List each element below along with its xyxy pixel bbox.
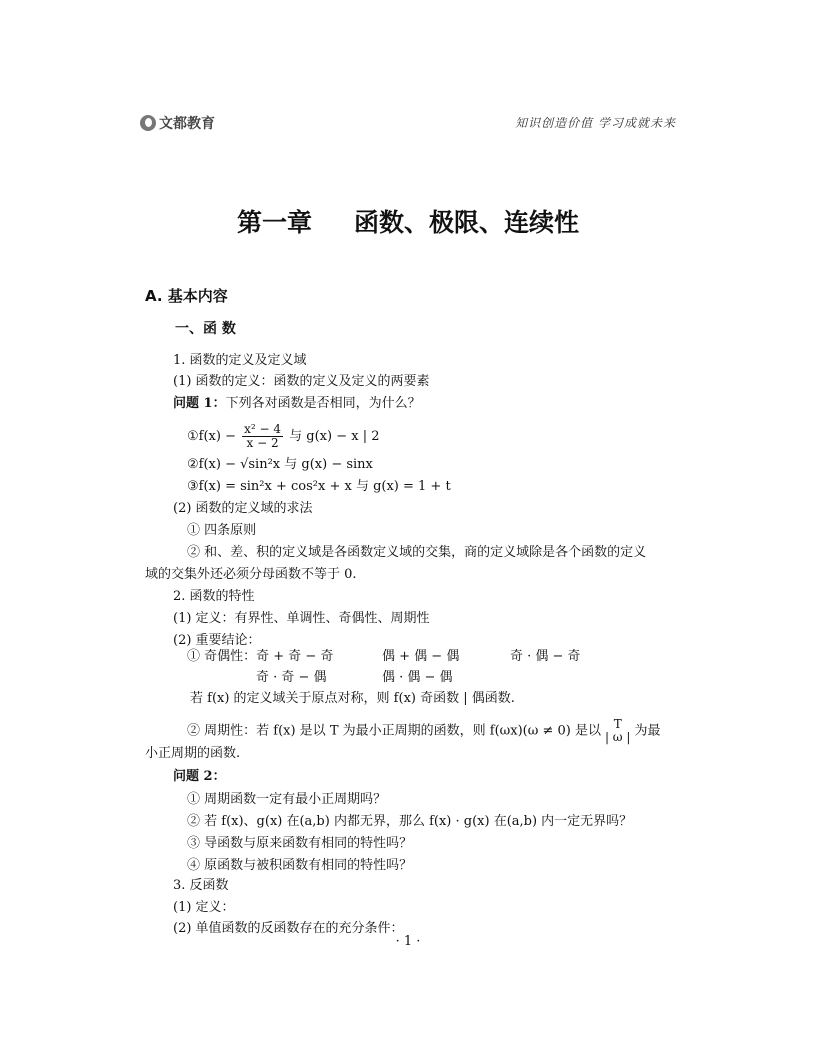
text-line: ① 周期函数一定有最小正周期吗？ bbox=[187, 792, 387, 807]
question-label: 问题 1： bbox=[173, 396, 226, 411]
text-line: ① 四条原则 bbox=[187, 523, 257, 538]
fraction bbox=[242, 423, 283, 450]
question-2-label: 问题 2： bbox=[173, 769, 226, 784]
text-line: (1) 定义：有界性、单调性、奇偶性、周期性 bbox=[173, 611, 430, 626]
text-line: (1) 函数的定义：函数的定义及定义的两要素 bbox=[173, 374, 430, 389]
text-line: ④ 原函数与被积函数有相同的特性吗？ bbox=[187, 858, 413, 873]
text-line: 2. 函数的特性 bbox=[173, 589, 255, 604]
denominator: x − 2 bbox=[246, 436, 279, 450]
text-line: 域的交集外还必须分母函数不等于 0. bbox=[145, 567, 357, 582]
formula-line: ②f(x) − √sin²x 与 g(x) − sinx bbox=[187, 457, 373, 472]
text-line: ② 和、差、积的定义域是各函数定义域的交集，商的定义域除是各个函数的定义 bbox=[187, 545, 647, 560]
chapter-title bbox=[0, 203, 816, 239]
formula-part: ①f(x) − bbox=[187, 429, 241, 444]
text-line: (2) 重要结论： bbox=[173, 633, 261, 648]
section-heading: A. 基本内容 bbox=[145, 287, 228, 305]
page-number: · 1 · bbox=[395, 934, 421, 949]
text-line: 若 f(x) 的定义域关于原点对称，则 f(x) 奇函数 | 偶函数. bbox=[190, 691, 515, 706]
numerator: x² − 4 bbox=[244, 422, 282, 436]
text-line: ③ 导函数与原来函数有相同的特性吗？ bbox=[187, 836, 413, 851]
chapter-name: 函数、极限、连续性 bbox=[354, 208, 580, 237]
text-line: 偶 + 偶 − 偶 bbox=[382, 649, 460, 664]
fraction bbox=[603, 718, 633, 744]
question-text: 下列各对函数是否相同，为什么？ bbox=[225, 396, 421, 411]
formula-part: 为最 bbox=[634, 723, 661, 739]
text-line: (1) 定义： bbox=[173, 900, 235, 915]
formula-part: ② 周期性：若 f(x) 是以 T 为最小正周期的函数，则 f(ωx)(ω ≠ 0) 是以 bbox=[187, 723, 601, 739]
text-line: ② 若 f(x)、g(x) 在(a,b) 内都无界，那么 f(x) · g(x) 在(a,b) 内一定无界吗？ bbox=[187, 814, 633, 829]
text-line: (2) 单值函数的反函数存在的充分条件： bbox=[173, 921, 404, 936]
text-line: 3. 反函数 bbox=[173, 878, 229, 893]
text-line: 小正周期的函数. bbox=[145, 746, 241, 761]
text-line: 奇 · 奇 − 偶 bbox=[256, 670, 327, 685]
chapter-number: 第一章 bbox=[236, 208, 312, 237]
brand-logo bbox=[140, 113, 215, 133]
text-line: 偶 · 偶 − 偶 bbox=[382, 670, 453, 685]
formula-line bbox=[187, 423, 379, 450]
denominator: | ω | bbox=[604, 730, 631, 744]
question-1 bbox=[173, 395, 421, 413]
text-line: 1. 函数的定义及定义域 bbox=[173, 353, 307, 368]
text-line: (2) 函数的定义域的求法 bbox=[173, 501, 313, 516]
subsection-heading: 一、函 数 bbox=[175, 321, 236, 337]
formula-part: 与 g(x) − x | 2 bbox=[285, 429, 380, 444]
numerator: T bbox=[613, 717, 622, 731]
logo-text: 文都教育 bbox=[159, 116, 215, 132]
header-motto: 知识创造价值 学习成就未来 bbox=[515, 116, 676, 130]
formula-line: ③f(x) = sin²x + cos²x + x 与 g(x) = 1 + t bbox=[187, 479, 451, 494]
formula-line bbox=[187, 718, 660, 744]
logo-icon bbox=[140, 115, 156, 131]
text-line: 奇 · 偶 − 奇 bbox=[510, 649, 581, 664]
text-line: ① 奇偶性：奇 + 奇 − 奇 bbox=[187, 649, 334, 664]
